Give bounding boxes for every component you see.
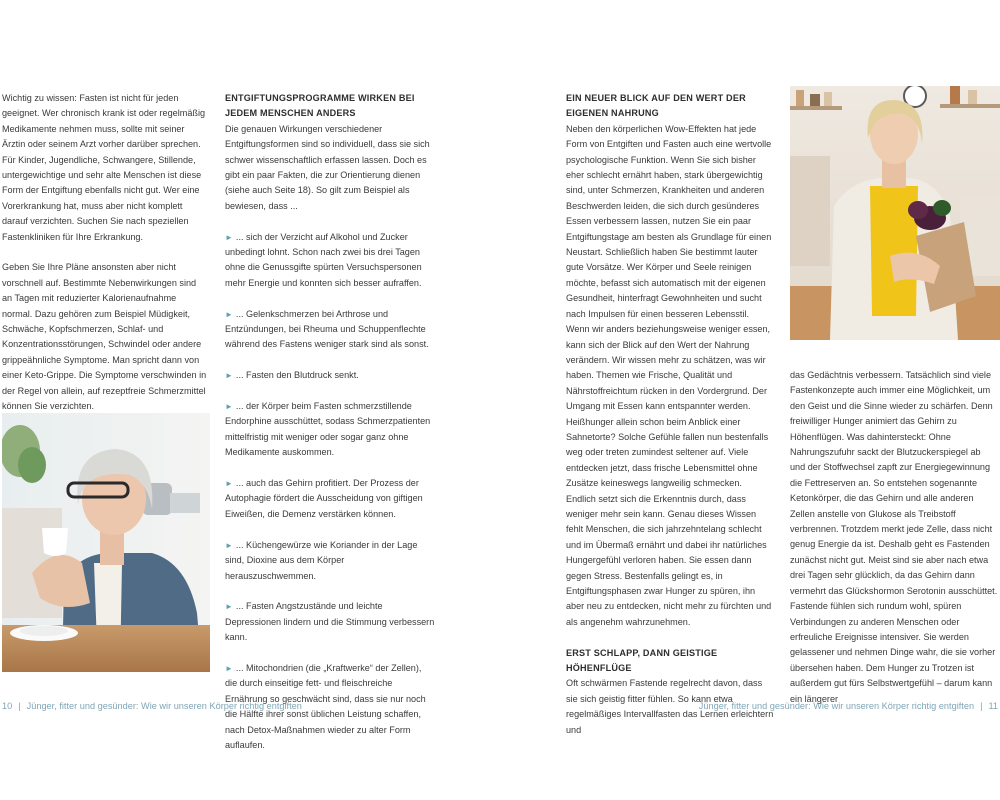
- column-3: [566, 91, 774, 738]
- arrow-icon: ►: [225, 309, 233, 319]
- arrow-icon: ►: [225, 371, 233, 381]
- separator: |: [980, 701, 983, 711]
- section-heading: EIN NEUER BLICK AUF DEN WERT DER EIGENEN NAHRUNG: [566, 93, 746, 119]
- section-heading: ERST SCHLAPP, DANN GEISTIGE HÖHENFLÜGE: [566, 647, 718, 674]
- section-heading: ENTGIFTUNGSPROGRAMME WIRKEN BEI JEDEM MENSCHEN ANDERS: [225, 93, 415, 119]
- column-4: [790, 368, 998, 707]
- bullet-item: ► ... auch das Gehirn profitiert. Der Prozess der Autophagie fördert die Ausscheidung von giftigen Eiweißen, die Demenz verstärken können.: [225, 478, 423, 519]
- photo-woman-drinking-tea: [2, 413, 210, 672]
- paragraph: Oft schwärmen Fastende regelrecht davon, dass sie sich geistig fitter fühlen. So kann etwa regelmäßiges Intervallfasten das Lernen erleichtern und: [566, 678, 774, 735]
- footer-right: [699, 701, 998, 711]
- arrow-icon: ►: [225, 540, 233, 550]
- paragraph: Wichtig zu wissen: Fasten ist nicht für jeden geeignet. Wer chronisch krank ist oder regelmäßig Medikamente nehmen muss, sollte mit seiner Ärztin oder seinem Arzt vorher darüber sprechen. Für Kinder, Jugendliche, Schwangere, Stillende, untergewichtige und sehr alte Menschen ist diese Form der Entgiftung ebenfalls nicht gut. Wer eine Vorerkrankung hat, muss aber nicht komplett darauf verzichten. Suchen Sie nach speziellen Fastenkliniken für Ihre Erkrankung.: [2, 93, 206, 242]
- paragraph: das Gedächtnis verbessern. Tatsächlich sind viele Fastenkonzepte auch immer eine Möglichkeit, um den Geist und die Sinne wieder zu schärfen. Denn freiwilliger Hunger animiert das Gehirn zu Höhenflügen. Was dahintersteckt: Ohne Nahrungszufuhr sackt der Blutzuckerspiegel ab und der Stoffwechsel zapft zur Energiegewinnung die Fettreserven an. So entstehen sogenannte Ketonkörper, die das Gehirn und alle anderen Zellen anstelle von Glukose als Treibstoff verbrennen. Trotzdem merkt jede Zelle, dass nicht genug Energie da ist. Deshalb geht es Fastenden zunächst nicht gut. Meist sind sie aber nach etwa drei Tagen sehr glücklich, da das Gehirn dann vermehrt das Glückshormon Serotonin ausschüttet. Fastende fühlen sich rundum wohl, spüren Verbindungen zu anderen Menschen oder erfreuliche Ereignisse intensiver. Sie werden gelassener und nehmen Dinge wahr, die sie vorher übersehen haben. Dem Hunger zu Trotzen ist außerdem gut fürs Selbstwertgefühl – darum kann ein längerer: [790, 370, 998, 704]
- bullet-item: ► ... Küchengewürze wie Koriander in der Lage sind, Dioxine aus dem Körper herauszuschwemmen.: [225, 539, 418, 581]
- arrow-icon: ►: [225, 402, 233, 412]
- running-title: Jünger, fitter und gesünder: Wie wir unseren Körper richtig entgiften: [26, 701, 302, 711]
- paragraph: Die genauen Wirkungen verschiedener Entgiftungsformen sind so individuell, dass sie sich schwer wissenschaftlich erfassen lassen. Doch es gibt ein paar Fakten, die zur Orientierung dienen (siehe auch Seite 18). So gilt zum Beispiel als bewiesen, dass ...: [225, 123, 430, 211]
- paragraph: Geben Sie Ihre Pläne ansonsten aber nicht vorschnell auf. Bestimmte Nebenwirkungen sind an Tagen mit reduzierter Kalorienaufnahme normal. Dazu gehören zum Beispiel Müdigkeit, Schwäche, Kopfschmerzen, Schlaf- und Konzentrationsstörungen, Schwindel oder andere grippeähnliche Symptome. Man spricht dann von einer Keto-Grippe. Die Symptome verschwinden in der Regel von allein, auf rezeptfreie Schmerzmittel können Sie verzichten.: [2, 262, 207, 412]
- bullet-item: ► ... Gelenkschmerzen bei Arthrose und Entzündungen, bei Rheuma und Schuppenflechte während des Fastens weniger stark sind als sonst.: [225, 308, 429, 350]
- bullet-item: ► ... sich der Verzicht auf Alkohol und Zucker unbedingt lohnt. Schon nach zwei bis drei Tagen ohne die Genussgifte spürten Versuchspersonen mehr Energie und konnten sich besser aufraffen.: [225, 231, 422, 288]
- column-2: [225, 91, 435, 753]
- bullet-item: ► ... Fasten Angstzustände und leichte Depressionen lindern und die Stimmung verbessern kann.: [225, 601, 435, 643]
- photo-woman-with-groceries: [790, 86, 1000, 340]
- separator: |: [18, 701, 21, 711]
- running-title: Jünger, fitter und gesünder: Wie wir unseren Körper richtig entgiften: [698, 701, 975, 711]
- arrow-icon: ►: [225, 663, 233, 673]
- page-number: 10: [2, 701, 13, 711]
- arrow-icon: ►: [225, 602, 233, 612]
- bullet-item: ► ... Mitochondrien (die „Kraftwerke“ der Zellen), die durch einseitige fett- und fleischreiche Ernährung so geschwächt sind, dass sie nur noch die Hälfte ihrer sonst üblichen Leistung schaffen, nach Detox-Maßnahmen wieder zu alter Form auflaufen.: [225, 662, 426, 750]
- column-1: [2, 91, 207, 415]
- paragraph: Neben den körperlichen Wow-Effekten hat jede Form von Entgiften und Fasten auch eine wertvolle psychologische Funktion. Wenn Sie sich bisher eher schlecht ernährt haben, stark übergewichtig sind, unter Schmerzen, Krankheiten und anderen Beschwerden leiden, die sich durch gesünderes Essen verbessern lassen, nutzen Sie ein paar Entgiftungstage am besten als Grundlage für einen Neustart. Schließlich haben Sie bestimmt lauter gute Vorsätze. Wer Körper und Seele reinigen möchte, befasst sich automatisch mit der eigenen Gesundheit, hinterfragt Gewohnheiten und sucht nach Impulsen für einen besseren Lebensstil. Wenn wir anders beziehungsweise weniger essen, kann sich der Blick auf den Wert der Nahrung verändern. Wir wissen mehr zu schätzen, was wir haben. Themen wie Frische, Qualität und Nährstoffreichtum rücken in den Vordergrund. Der Umgang mit Essen kann entspannter werden. Heißhunger allein schon beim Anblick einer Sahnetorte? Solche Gefühle fallen nun bestenfalls weg oder treten zumindest seltener auf. Viele entdecken jetzt, dass frische Lebensmittel ohne Zusätze keineswegs langweilig schmecken. Endlich setzt sich die Erkenntnis durch, dass weniger mehr sein kann. Genau dieses Wissen fehlt Menschen, die sich jahrzehntelang schlecht und im Übermaß ernährt und dabei ihr natürliches Hungergefühl verloren haben. Sie essen dann gegen Stress. Bestenfalls gelingt es, in Entgiftungsphasen zwar Hunger zu spüren, ihn aber neu zu entdecken, nicht mehr zu fürchten und als angenehm wahrzunehmen.: [566, 123, 772, 627]
- arrow-icon: ►: [225, 479, 233, 489]
- bullet-item: ► ... der Körper beim Fasten schmerzstillende Endorphine ausschüttet, sodass Schmerzpatienten mittelfristig mit weniger oder sogar ganz ohne Medikamente auskommen.: [225, 401, 431, 458]
- footer-left: [2, 701, 302, 711]
- arrow-icon: ►: [225, 232, 233, 242]
- bullet-item: ► ... Fasten den Blutdruck senkt.: [225, 370, 359, 381]
- page-number: 11: [988, 701, 998, 711]
